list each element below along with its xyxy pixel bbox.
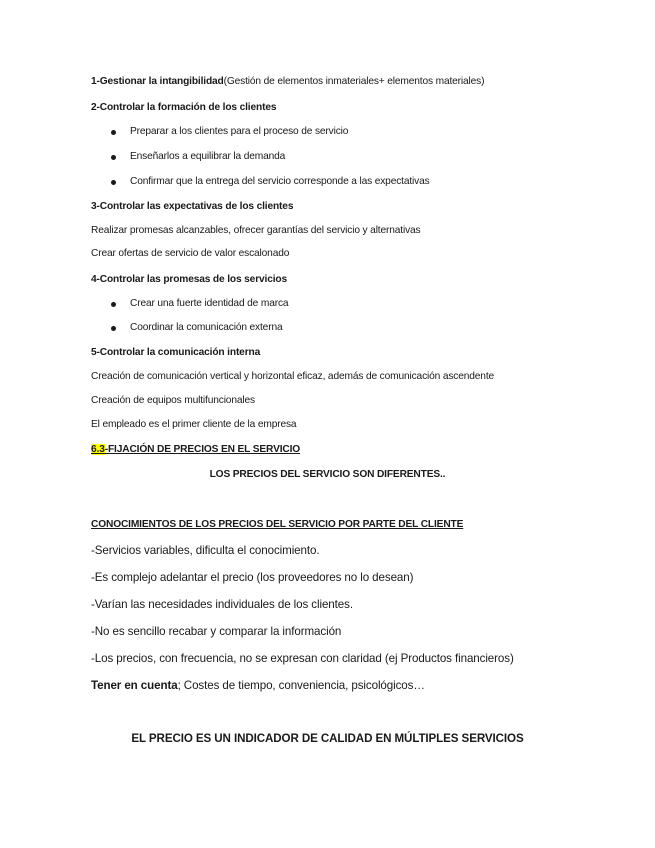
- section-3-line: Crear ofertas de servicio de valor escalonado: [91, 248, 290, 259]
- section-4-item: Coordinar la comunicación externa: [130, 322, 283, 333]
- bullet-icon: [111, 130, 116, 135]
- section-3-heading: 3-Controlar las expectativas de los clientes: [91, 201, 294, 212]
- section-6-3-title: -FIJACIÓN DE PRECIOS EN EL SERVICIO: [104, 444, 301, 455]
- bullet-icon: [111, 180, 116, 185]
- section-2-heading: 2-Controlar la formación de los clientes: [91, 102, 277, 113]
- section-1-heading: 1-Gestionar la intangibilidad: [91, 76, 224, 87]
- section-5-line: Creación de equipos multifuncionales: [91, 395, 255, 406]
- knowledge-note: [91, 679, 425, 692]
- section-5-heading: 5-Controlar la comunicación interna: [91, 347, 261, 358]
- section-2-item: Enseñarlos a equilibrar la demanda: [130, 151, 286, 162]
- knowledge-line: -Servicios variables, dificulta el conocimiento.: [91, 544, 320, 557]
- knowledge-heading: CONOCIMIENTOS DE LOS PRECIOS DEL SERVICIO POR PARTE DEL CLIENTE: [91, 519, 464, 530]
- section-number-highlight: 6.3: [91, 444, 105, 455]
- section-2-item: Preparar a los clientes para el proceso de servicio: [130, 126, 349, 137]
- closing-statement: EL PRECIO ES UN INDICADOR DE CALIDAD EN MÚLTIPLES SERVICIOS: [131, 732, 524, 745]
- section-4-heading: 4-Controlar las promesas de los servicios: [91, 274, 287, 285]
- knowledge-line: -Los precios, con frecuencia, no se expresan con claridad (ej Productos financieros): [91, 652, 514, 665]
- section-5-line: Creación de comunicación vertical y horizontal eficaz, además de comunicación ascendente: [91, 371, 495, 382]
- section-6-3-subtitle: LOS PRECIOS DEL SERVICIO SON DIFERENTES..: [209, 469, 446, 480]
- knowledge-line: -No es sencillo recabar y comparar la información: [91, 625, 342, 638]
- section-5-line: El empleado es el primer cliente de la empresa: [91, 419, 297, 430]
- section-4-item: Crear una fuerte identidad de marca: [130, 298, 289, 309]
- knowledge-line: -Es complejo adelantar el precio (los proveedores no lo desean): [91, 571, 414, 584]
- knowledge-note-bold: Tener en cuenta: [91, 679, 178, 692]
- section-3-line: Realizar promesas alcanzables, ofrecer garantías del servicio y alternativas: [91, 225, 421, 236]
- section-1-line: [91, 76, 484, 87]
- section-6-3-heading: [91, 444, 300, 455]
- bullet-icon: [111, 302, 116, 307]
- knowledge-note-text: ; Costes de tiempo, conveniencia, psicológicos…: [177, 679, 425, 692]
- section-2-item: Confirmar que la entrega del servicio corresponde a las expectativas: [130, 176, 430, 187]
- bullet-icon: [111, 155, 116, 160]
- bullet-icon: [111, 326, 116, 331]
- section-1-detail: (Gestión de elementos inmateriales+ elementos materiales): [223, 76, 485, 87]
- knowledge-line: -Varían las necesidades individuales de los clientes.: [91, 598, 353, 611]
